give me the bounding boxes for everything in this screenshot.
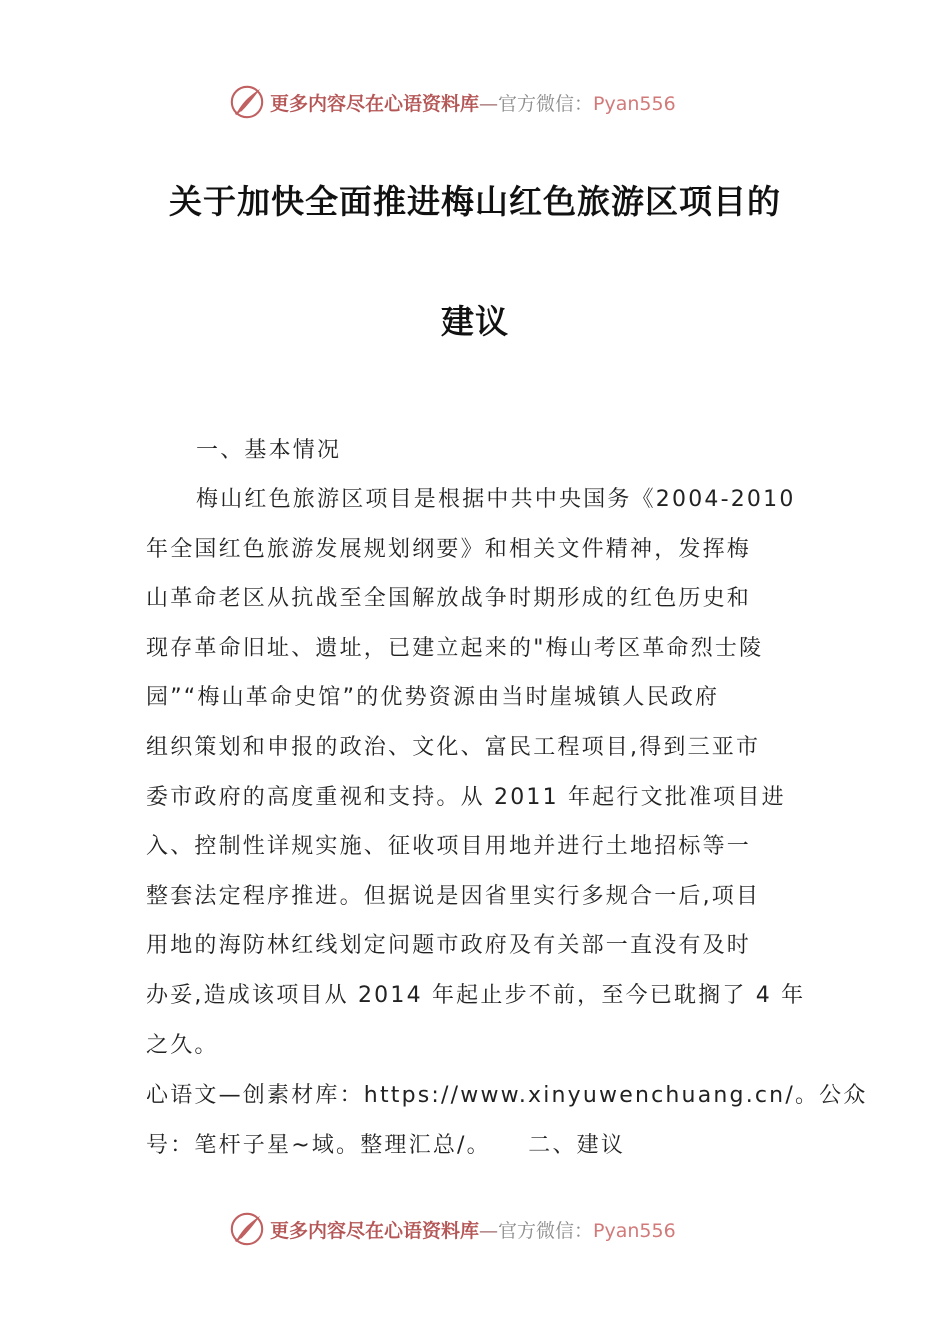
watermark-wechat-id: Pyan556 (593, 92, 676, 115)
watermark-label: 更多内容尽在心语资料库 (270, 1219, 480, 1242)
watermark-footer (228, 1209, 748, 1249)
watermark-wechat-id: Pyan556 (593, 1219, 676, 1242)
body-paragraph (146, 475, 806, 1070)
paragraph-line: 现存革命旧址、遗址，已建立起来的"梅山考区革命烈士陵 (146, 635, 764, 661)
watermark-text (270, 89, 676, 116)
watermark-separator: — (479, 92, 499, 115)
watermark-separator: — (479, 1219, 499, 1242)
watermark-label: 更多内容尽在心语资料库 (270, 92, 480, 115)
source-note (146, 1071, 868, 1170)
document-title-line-2: 建议 (441, 302, 509, 341)
quill-logo-icon (228, 83, 266, 121)
paragraph-line: 年全国红色旅游发展规划纲要》和相关文件精神，发挥梅 (146, 536, 752, 562)
quill-logo-icon (228, 1210, 266, 1248)
watermark-text (270, 1216, 676, 1243)
watermark-header (228, 82, 748, 122)
source-note-line: 号：笔杆子星~域。整理汇总/。 二、建议 (146, 1132, 626, 1158)
paragraph-line: 之久。 (146, 1032, 219, 1058)
paragraph-line: 入、控制性详规实施、征收项目用地并进行土地招标等一 (146, 834, 752, 860)
section-heading: 一、基本情况 (196, 438, 342, 463)
document-title-line-1: 关于加快全面推进梅山红色旅游区项目的 (169, 182, 781, 221)
paragraph-line: 山革命老区从抗战至全国解放战争时期形成的红色历史和 (146, 586, 752, 612)
paragraph-line: 用地的海防林红线划定问题市政府及有关部一直没有及时 (146, 933, 752, 959)
paragraph-line: 组织策划和申报的政治、文化、富民工程项目,得到三亚市 (146, 734, 761, 760)
paragraph-line: 委市政府的高度重视和支持。从 2011 年起行文批准项目进 (146, 784, 786, 810)
watermark-official: 官方微信： (498, 92, 594, 115)
source-note-line: 心语文—创素材库：https://www.xinyuwenchuang.cn/。公众 (146, 1083, 868, 1108)
paragraph-line: 梅山红色旅游区项目是根据中共中央国务《2004-2010 (196, 487, 796, 512)
paragraph-line: 办妥,造成该项目从 2014 年起止步不前，至今已耽搁了 4 年 (146, 982, 806, 1008)
watermark-official: 官方微信： (498, 1219, 594, 1242)
paragraph-line: 园”“梅山革命史馆”的优势资源由当时崖城镇人民政府 (146, 685, 720, 711)
paragraph-line: 整套法定程序推进。但据说是因省里实行多规合一后,项目 (146, 883, 761, 909)
